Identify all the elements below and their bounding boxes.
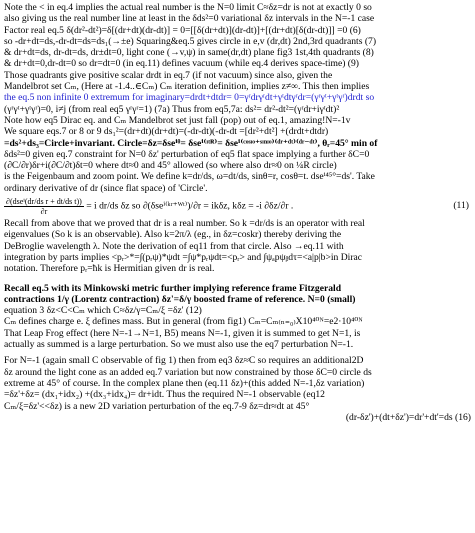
fraction-numerator: ∂(dseⁱ(dr/ds r + dt/ds t)) xyxy=(6,196,82,206)
text-line: δz around the light cone as an added eq.7 variation but now constrained by those δC=0 circle ds xyxy=(4,366,372,378)
paragraph-recall-real xyxy=(4,218,471,274)
paragraph-square-eqs xyxy=(4,126,471,194)
text-line: eigenvalues (So k is an observable). Also k=2π/λ (eg., in δz=coskr) thereby deriving the xyxy=(4,229,342,241)
text-line: Note the < in eq.4 implies the actual real number is the N=0 limit C≈δz=dr is not at exactly 0 so xyxy=(4,2,372,13)
text-line: equation 3 δz<C<Cₘ which C≈δz/γ=Cₘ/ξ =δz' (12) xyxy=(4,305,202,317)
text-line: That Leap Frog effect (here N=-1→N=1, B5) means N=-1, given it is summed to get N=1, is xyxy=(4,327,361,339)
text-line: extreme at 45° of course. In the complex plane then (eq.11 δz)+(this added N=-1,δz variation) xyxy=(4,377,365,389)
text-line: δds²=0 given eq.7 constraint for N=0 δz' perturbation of eq5 flat space implying a further δC=0 xyxy=(4,148,370,160)
equation-middle: = i dr/ds δz so ∂(δseⁱ⁽ᵏʳ⁺ᵂᵗ⁾)/∂r = ikδz, kδz = -i ∂δz/∂r . xyxy=(86,200,294,212)
fraction-denominator: ∂r xyxy=(40,206,48,216)
heading-line: Recall eq.5 with its Minkowski metric further implying reference frame Fitzgerald xyxy=(4,282,342,294)
text-line: & dr+dt=ds, dr-dt=ds, dr±dt=0, light cone (→v,ψ) in same(dr,dt) plane fig3 1st,4th quadrants (8) xyxy=(4,47,374,59)
text-line: =δz'+δz= (dx₁+idx₂) +(dx₃+idx₄)= dr+idt. Thus the required N=-1 observable (eq12 xyxy=(4,389,325,401)
text-line: notation. Therefore pᵣ=ħk is Hermitian given dr is real. xyxy=(4,263,215,275)
paragraph-n-minus-one xyxy=(4,355,471,411)
text-line: (∂C/∂r)δr+i(∂C/∂t)δt=0 where dt≈0 and 45° allowed (so where also dr≈0 on ¼R circle) xyxy=(4,160,337,172)
text-line: DeBroglie wavelength λ. Note the derivation of eq11 from that circle. Also →eq.11 with xyxy=(4,240,344,252)
text-line: =ds²+ds₃=Circle+invariant. Circle=δz=δseⁱᶿ= δseⁱ⁽ᶦᵗᴿ⁾= δseⁱ⁽ᶜᵒˢᶦᵒ⁺ˢᶦⁿᶦᵒ⁾⁽ᵈʳ⁺ᵈᵗ⁾⁽ᵈʳ⁻ᵈᵗ⁾, θᵣ=45° min of xyxy=(4,137,378,149)
equation-16: (dr-δz')+(dt+δz')=dr'+dt'=ds (16) xyxy=(345,411,471,423)
text-line: also giving us the real number line at least in the δds²=0 variational δz intervals in the N=-1 case xyxy=(4,13,375,25)
text-line: the eq.5 non infinite 0 extremum for imaginary=drdt+dtdr= 0=γʳdrγʳdt+γᵗdtγʳdr=(γʳγᵗ+γᵗγʳ)drdt so xyxy=(4,92,375,104)
text-line: Recall from above that we proved that dr is a real number. So k =dr/ds is an operator with real xyxy=(4,218,365,230)
text-line: Those quadrants give positive scalar drdt in eq.7 (if not vacuum) since also, given the xyxy=(4,69,333,81)
equation-fraction xyxy=(4,197,84,216)
paragraph-charge-mass xyxy=(4,305,471,350)
text-line: Factor real eq.5 δ(dr²-dt²)=δ[(dr+dt)(dr-dt)] = 0=[[δ(dr+dt)](dr-dt)]+[(dr+dt)[δ(dr-dt)]] =0 (6) xyxy=(4,24,361,36)
text-line: We square eqs.7 or 8 or 9 ds₁²=(dr+dt)(dr+dt)=(-dr-dt)(-dr-dt =[dr²+dt²] +(drdt+dtdr) xyxy=(4,126,329,138)
text-line: Mandelbrot set Cₘ, (Here at -1.4..∈Cₘ) Cₘ iteration definition, implies z≠∞. This then implies xyxy=(4,81,370,93)
heading-line: contractions 1/γ (Lorentz contraction) δz'=δ/γ boosted frame of reference. N=0 (small) xyxy=(4,293,356,305)
equation-number: (11) xyxy=(453,200,469,212)
text-line: (γʳγᵗ+γᵗγʳ)=0, i≠j (from real eq5 γʳγʳ=1) (7a) Thus from eq5,7a: ds²= dr²-dt²=(γʳdr+iγᵗdt)² xyxy=(4,103,340,115)
text-line: so -dr+dt=ds,-dr-dt=ds=ds₁(→±e) Squaring&eq.5 gives circle in e,v (dr,dt) 2nd,3rd quadrants (7) xyxy=(4,35,377,47)
text-line: For N=-1 (again small C observable of fig 1) then from eq3 δz≈C so requires an additional2D xyxy=(4,355,364,367)
text-line: ordinary derivative of dr (since flat space) of 'Circle'. xyxy=(4,182,208,194)
text-line: Note how eq5 Dirac eq. and Cₘ Mandelbrot set just fall (pop) out of eq.1, amazing!N=-1v xyxy=(4,114,351,126)
text-line: actually as summed is a large perturbation. So we must also use the eq7 perturbation N=-1. xyxy=(4,339,354,351)
text-line: Cₘ/ξ=δz'<<δz) is a new 2D variation perturbation of the eq.7-9 δz=dr≈dt at 45° xyxy=(4,400,310,412)
text-line: integration by parts implies <pᵣ>*=∫(pᵣψ)*ψdt =∫ψ*pᵣψdt=<pᵣ> and ∫ψₐpψᵦdτ=<a|p|b>in Dirac xyxy=(4,251,363,263)
text-line: & dr+dt=0,dr-dt=0 so dr=dt=0 (in eq.11) defines vacuum (while eq.4 derives space-time) (9) xyxy=(4,58,359,70)
section-heading xyxy=(4,283,471,306)
text-line: Cₘ defines charge e. ξ defines mass. But in general (from fig1) Cₘ=Cₘ₍ₙ₌₀₎X10⁴⁰ᴺ=e2·10⁴⁰ᴺ xyxy=(4,316,363,328)
text-line: is the Feigenbaum and zoom point. We define k=dr/ds, ω=dt/ds, sinθ=r, cosθ=t. dseⁱ⁴⁵°=ds'. Take xyxy=(4,171,375,183)
equation-11 xyxy=(4,195,471,217)
equation-11-body xyxy=(4,197,293,216)
paragraph-factor-real xyxy=(4,2,471,126)
